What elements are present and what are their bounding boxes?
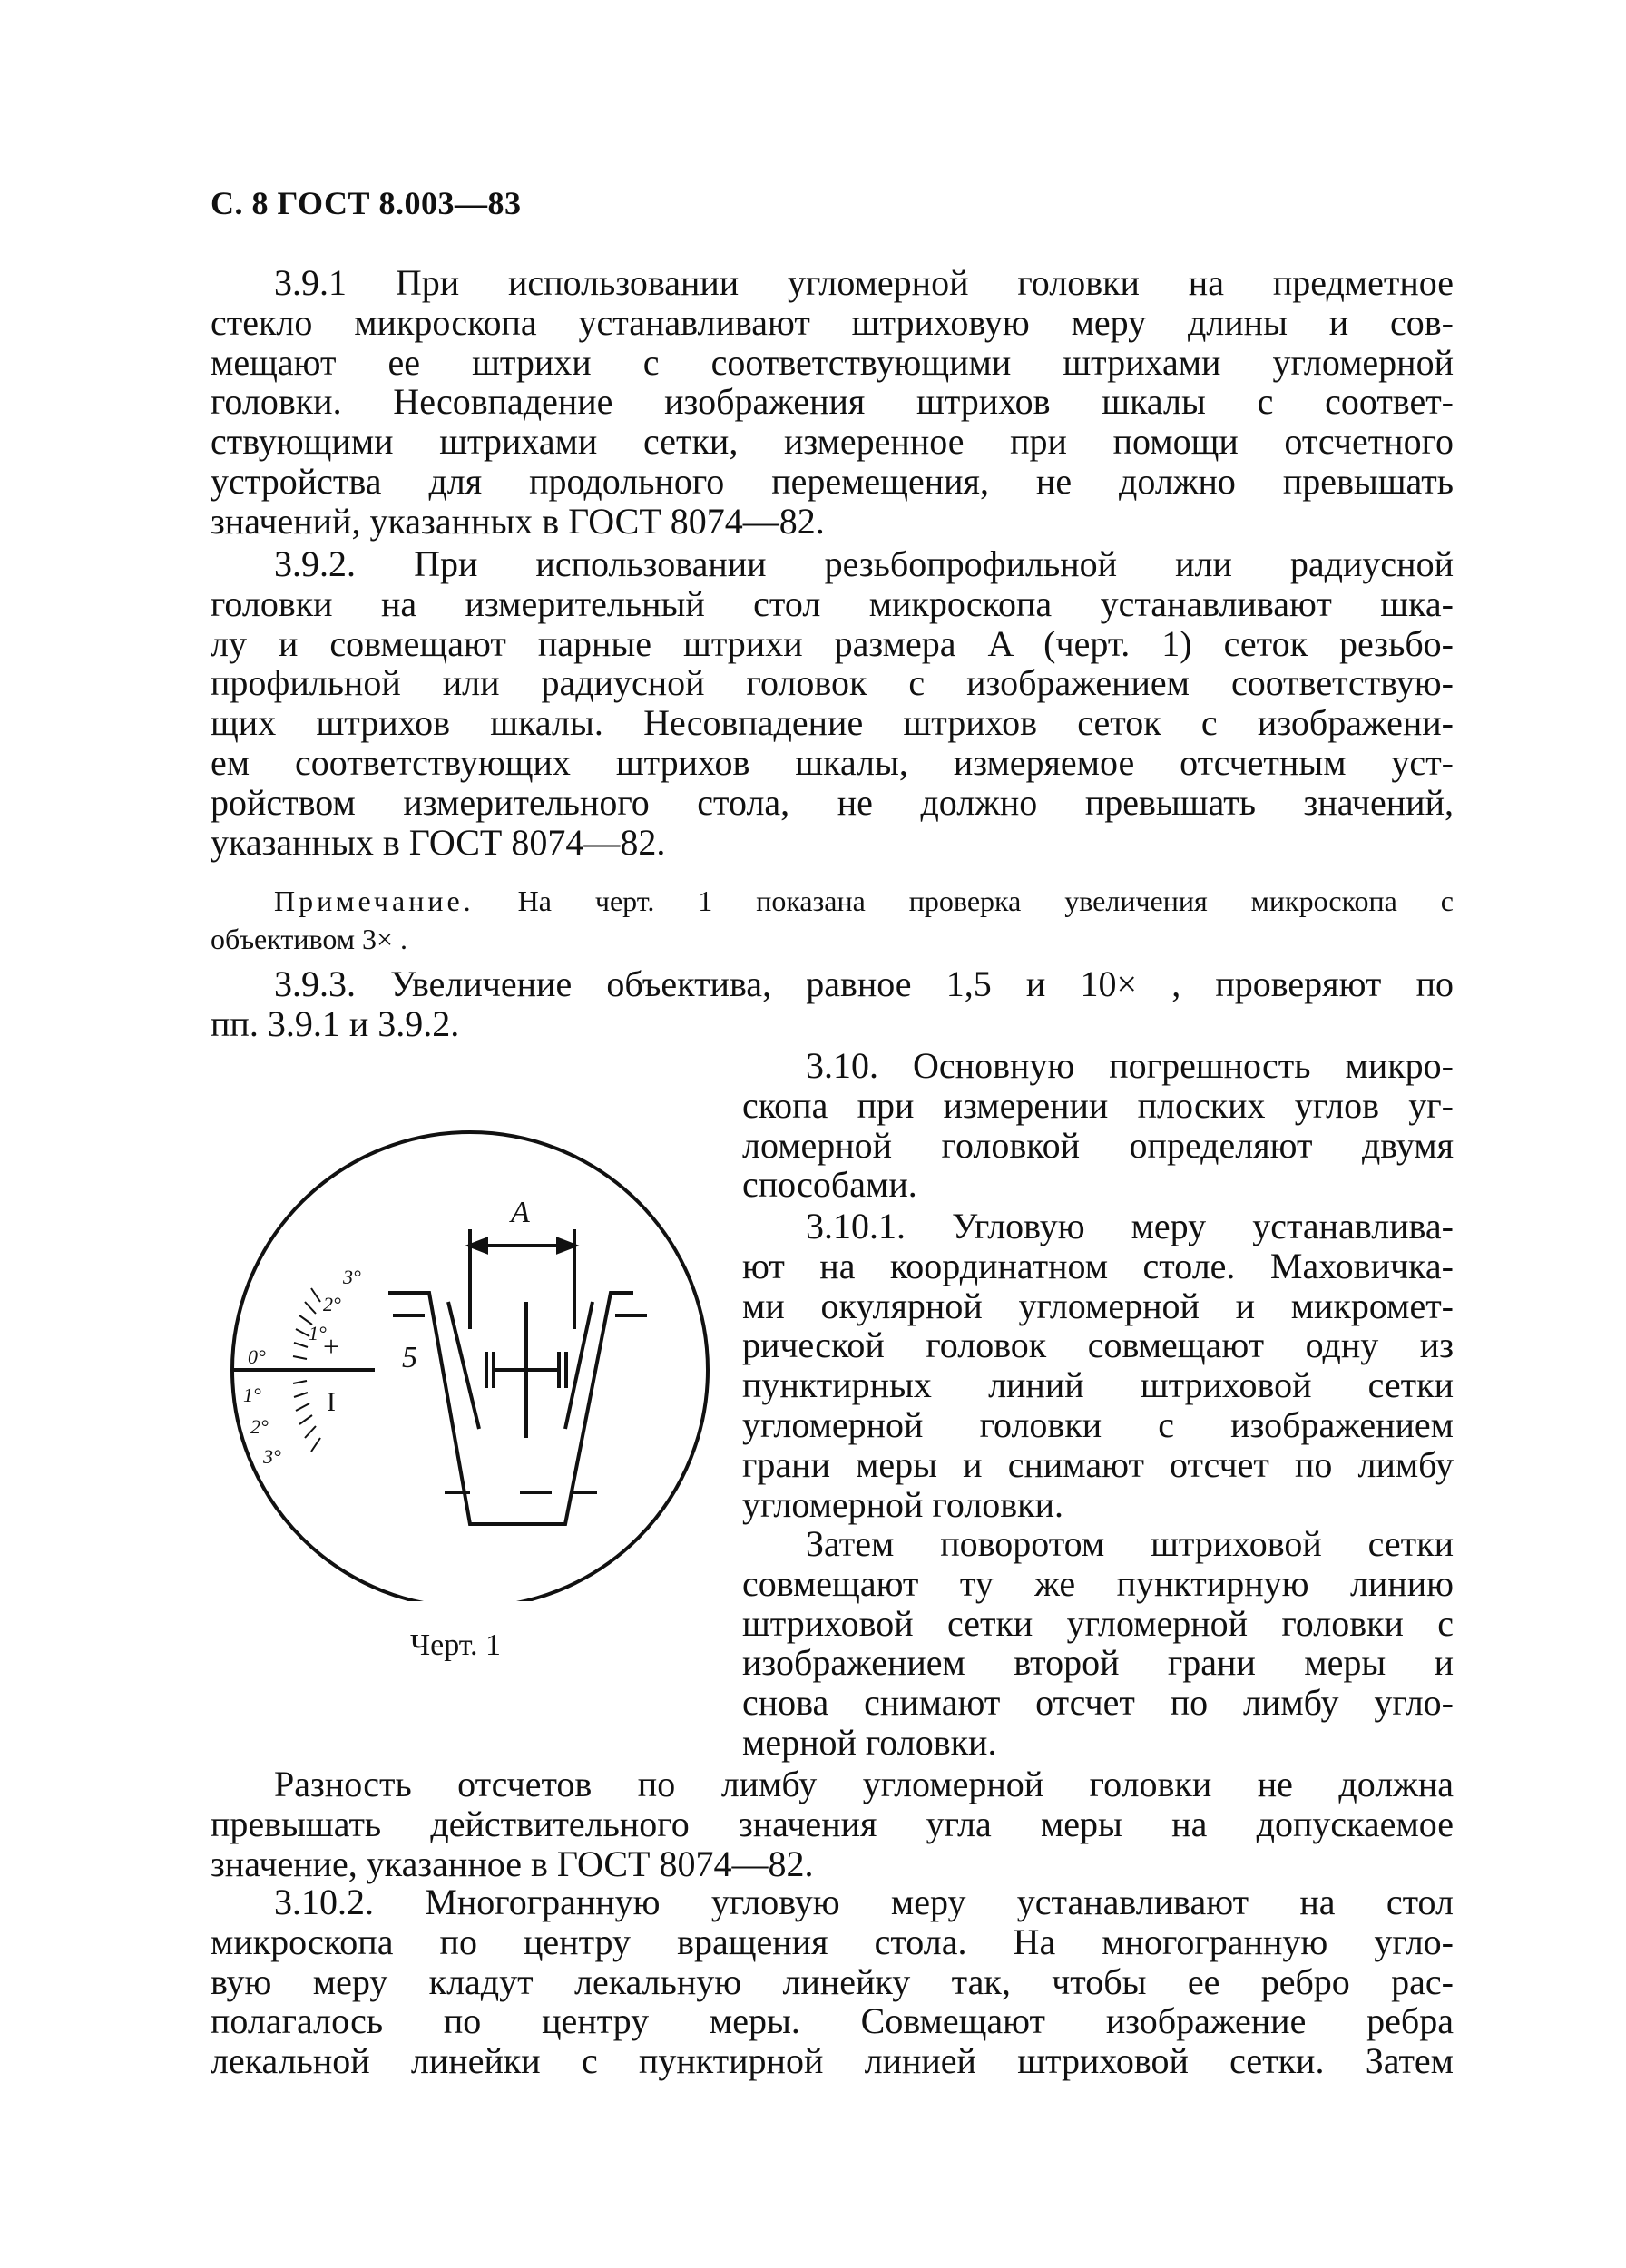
text-line: мерной головки.: [742, 1721, 997, 1763]
text-line: способами.: [742, 1164, 917, 1206]
scale-label: 2°: [323, 1293, 341, 1315]
paragraph-3-10-1: [742, 1207, 1454, 1524]
scale-label: 1°: [309, 1322, 327, 1344]
scale-label: 2°: [250, 1415, 269, 1438]
text-line: щих штрихов шкалы. Несовпадение штрихов сеток с изображени-: [211, 702, 1454, 744]
text-line: пунктирных линий штриховой сетки: [742, 1364, 1454, 1406]
scale-label: 1°: [243, 1383, 261, 1406]
text-line: изображением второй грани меры и: [742, 1642, 1454, 1684]
text-line: ломерной головкой определяют двумя: [742, 1124, 1454, 1166]
text-line: устройства для продольного перемещения, не должно превышать: [211, 460, 1454, 502]
text-line: головки на измерительный стол микроскопа устанавливают шка-: [211, 582, 1454, 624]
text-line: скопа при измерении плоских углов уг-: [742, 1084, 1454, 1126]
label-five: 5: [402, 1341, 417, 1374]
scale-label: 3°: [263, 1445, 281, 1468]
text-line: лу и совмещают парные штрихи размера A (черт. 1) сеток резьбо-: [211, 622, 1454, 664]
paragraph-3-10-2: [211, 1882, 1454, 2081]
text-line: указанных в ГОСТ 8074—82.: [211, 821, 666, 863]
label-minus: I: [327, 1387, 336, 1417]
figure-1-reticle: [207, 1129, 715, 1601]
text-line: ройством измерительного стола, не должно превышать значений,: [211, 781, 1454, 823]
text-line: снова снимают отсчет по лимбу угло-: [742, 1682, 1454, 1724]
note-line: объективом 3× .: [211, 923, 408, 955]
text-line: 3.10.1. Угловую меру устанавлива-: [806, 1206, 1454, 1246]
paragraph-3-10: [742, 1046, 1454, 1205]
text-line: вую меру кладут лекальную линейку так, чтобы ее ребро рас-: [211, 1960, 1454, 2002]
text-line: значений, указанных в ГОСТ 8074—82.: [211, 500, 825, 542]
text-line: стекло микроскопа устанавливают штриховую меру длины и сов-: [211, 301, 1454, 343]
text-line: ют на координатном столе. Маховичка-: [742, 1245, 1454, 1286]
paragraph-then: [742, 1524, 1454, 1763]
text-line: угломерной головки.: [742, 1483, 1064, 1525]
text-line: 3.9.2. При использовании резьбопрофильной или радиусной: [274, 543, 1454, 584]
dimension-a-label: A: [511, 1196, 530, 1229]
scale-label: 0°: [248, 1345, 266, 1368]
arrow-icon: [470, 1239, 486, 1252]
text-line: 3.9.1 При использовании угломерной головки на предметное: [274, 262, 1454, 303]
text-line: лекальной линейки с пунктирной линией штриховой сетки. Затем: [211, 2040, 1454, 2082]
text-line: мещают ее штрихи с соответствующими штрихами угломерной: [211, 341, 1454, 383]
text-line: ми окулярной угломерной и микромет-: [742, 1285, 1454, 1326]
arrow-icon: [558, 1239, 574, 1252]
text-line: ем соответствующих штрихов шкалы, измеряемое отсчетным уст-: [211, 741, 1454, 783]
scale-label: 3°: [343, 1266, 361, 1288]
text-line: грани меры и снимают отсчет по лимбу: [742, 1443, 1454, 1485]
text-line: 3.10. Основную погрешность микро-: [806, 1045, 1454, 1086]
text-line: полагалось по центру меры. Совмещают изображение ребра: [211, 2000, 1454, 2042]
text-line: совмещают ту же пунктирную линию: [742, 1562, 1454, 1604]
paragraph-3-9-2: [211, 544, 1454, 862]
text-line: Затем поворотом штриховой сетки: [806, 1523, 1454, 1564]
label-plus: +: [323, 1330, 340, 1363]
figure-caption: Черт. 1: [410, 1628, 502, 1662]
text-line: головки. Несовпадение изображения штрихов шкалы с соответ-: [211, 381, 1454, 423]
profile-right: [534, 1293, 633, 1524]
note-line: [211, 882, 1454, 920]
text-line: микроскопа по центру вращения стола. На многогранную угло-: [211, 1921, 1454, 1962]
text-line: 3.9.3. Увеличение объектива, равное 1,5 и 10× , проверяют по: [274, 963, 1454, 1004]
text-line: значение, указанное в ГОСТ 8074—82.: [211, 1843, 814, 1884]
note-label: Примечание.: [274, 885, 475, 917]
text-line: превышать действительного значения угла меры на допускаемое: [211, 1803, 1454, 1844]
text-line: профильной или радиусной головок с изображением соответствую-: [211, 662, 1454, 704]
profile-inner-left: [448, 1302, 479, 1429]
text-line: ствующими штрихами сетки, измеренное при помощи отсчетного: [211, 421, 1454, 463]
profile-left: [388, 1293, 543, 1524]
text-line: угломерной головки с изображением: [742, 1403, 1454, 1445]
paragraph-difference: [211, 1765, 1454, 1883]
text-line: 3.10.2. Многогранную угловую меру устанавливают на стол: [274, 1882, 1454, 1922]
page-header: С. 8 ГОСТ 8.003—83: [211, 185, 522, 221]
text-line: Разность отсчетов по лимбу угломерной головки не должна: [274, 1764, 1454, 1804]
field-of-view-circle: [232, 1132, 708, 1601]
note-text: На черт. 1 показана проверка увеличения микроскопа с: [517, 885, 1455, 917]
note-block: [211, 882, 1454, 958]
text-line: рической головок совмещают одну из: [742, 1325, 1454, 1366]
paragraph-3-9-3: [211, 964, 1454, 1044]
text-line: штриховой сетки угломерной головки с: [742, 1602, 1454, 1644]
paragraph-3-9-1: [211, 263, 1454, 542]
text-line: пп. 3.9.1 и 3.9.2.: [211, 1002, 460, 1044]
